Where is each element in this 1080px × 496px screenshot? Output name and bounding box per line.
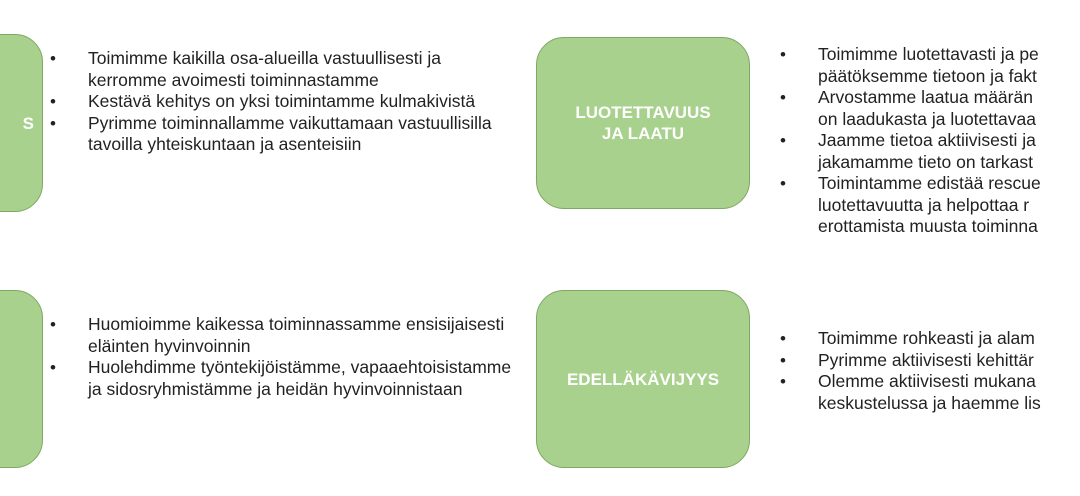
bullet-dot: • (780, 372, 786, 391)
bullet-list-pioneering (780, 328, 1080, 414)
bullet-item (780, 371, 1080, 414)
bullet-text: Huomioimme kaikessa toiminnassamme ensisijaisesti eläinten hyvinvoinnin (88, 314, 505, 356)
bullet-dot: • (780, 174, 786, 193)
value-box-left-top (0, 34, 43, 212)
bullet-list-responsibility (50, 48, 520, 156)
value-box-left-top-label: S (22, 113, 34, 133)
bullet-dot: • (780, 88, 786, 107)
bullet-text-line: Olemme aktiivisesti mukana (818, 371, 1036, 391)
bullet-dot: • (50, 92, 56, 111)
bullet-dot: • (50, 315, 56, 334)
bullet-item (50, 314, 520, 357)
bullet-dot: • (780, 350, 786, 370)
bullet-text-line: Pyrimme aktiivisesti kehittär (818, 349, 1034, 370)
bullet-item (780, 350, 1080, 372)
value-box-luotettavuus (536, 37, 750, 209)
bullet-item (780, 130, 1080, 173)
bullet-dot: • (50, 113, 56, 133)
bullet-dot: • (780, 329, 786, 348)
bullet-dot: • (780, 131, 786, 150)
bullet-item (50, 48, 520, 91)
value-box-edellakavijyys (536, 290, 750, 468)
bullet-item (780, 44, 1080, 87)
value-box-luotettavuus-label: LUOTETTAVUUS JA LAATU (575, 103, 711, 143)
value-box-edellakavijyys-label: EDELLÄKÄVIJYYS (566, 369, 720, 389)
bullet-text-line: erottamista muusta toiminna (818, 216, 1038, 236)
bullet-item (780, 87, 1080, 130)
bullet-text-line: keskustelussa ja haemme lis (818, 392, 1041, 413)
bullet-text: Kestävä kehitys on yksi toimintamme kulmakivistä (88, 91, 476, 111)
bullet-text: Pyrimme toiminnallamme vaikuttamaan vastuullisilla tavoilla yhteiskuntaan ja asenteisiin (88, 112, 492, 154)
bullet-item (50, 357, 520, 400)
bullet-text-line: Toimintamme edistää rescue (818, 173, 1041, 193)
bullet-item (780, 173, 1080, 238)
bullet-text-line: Arvostamme laatua määrän (818, 87, 1033, 107)
bullet-item (50, 113, 520, 156)
bullet-dot: • (50, 49, 56, 68)
bullet-text-line: Jaamme tietoa aktiivisesti ja (818, 130, 1036, 150)
bullet-text-line: Toimimme rohkeasti ja alam (818, 328, 1035, 348)
bullet-text: Huolehdimme työntekijöistämme, vapaaehtoisistamme ja sidosryhmistämme ja heidän hyvinvoinnistaan (88, 357, 512, 399)
bullet-text-line: päätöksemme tietoon ja fakt (818, 65, 1037, 86)
bullet-item (50, 91, 520, 113)
value-box-left-bottom (0, 290, 43, 468)
bullet-text-line: on laadukasta ja luotettavaa (818, 108, 1036, 129)
bullet-list-wellbeing (50, 314, 520, 400)
bullet-text-line: Toimimme luotettavasti ja pe (818, 44, 1039, 64)
bullet-dot: • (780, 45, 786, 64)
bullet-list-reliability (780, 44, 1080, 238)
bullet-item (780, 328, 1080, 350)
bullet-text-line: luotettavuutta ja helpottaa r (818, 194, 1030, 215)
bullet-dot: • (50, 358, 56, 377)
bullet-text: Toimimme kaikilla osa-alueilla vastuullisesti ja kerromme avoimesti toiminnastamme (88, 48, 442, 90)
bullet-text-line: jakamamme tieto on tarkast (818, 151, 1033, 172)
